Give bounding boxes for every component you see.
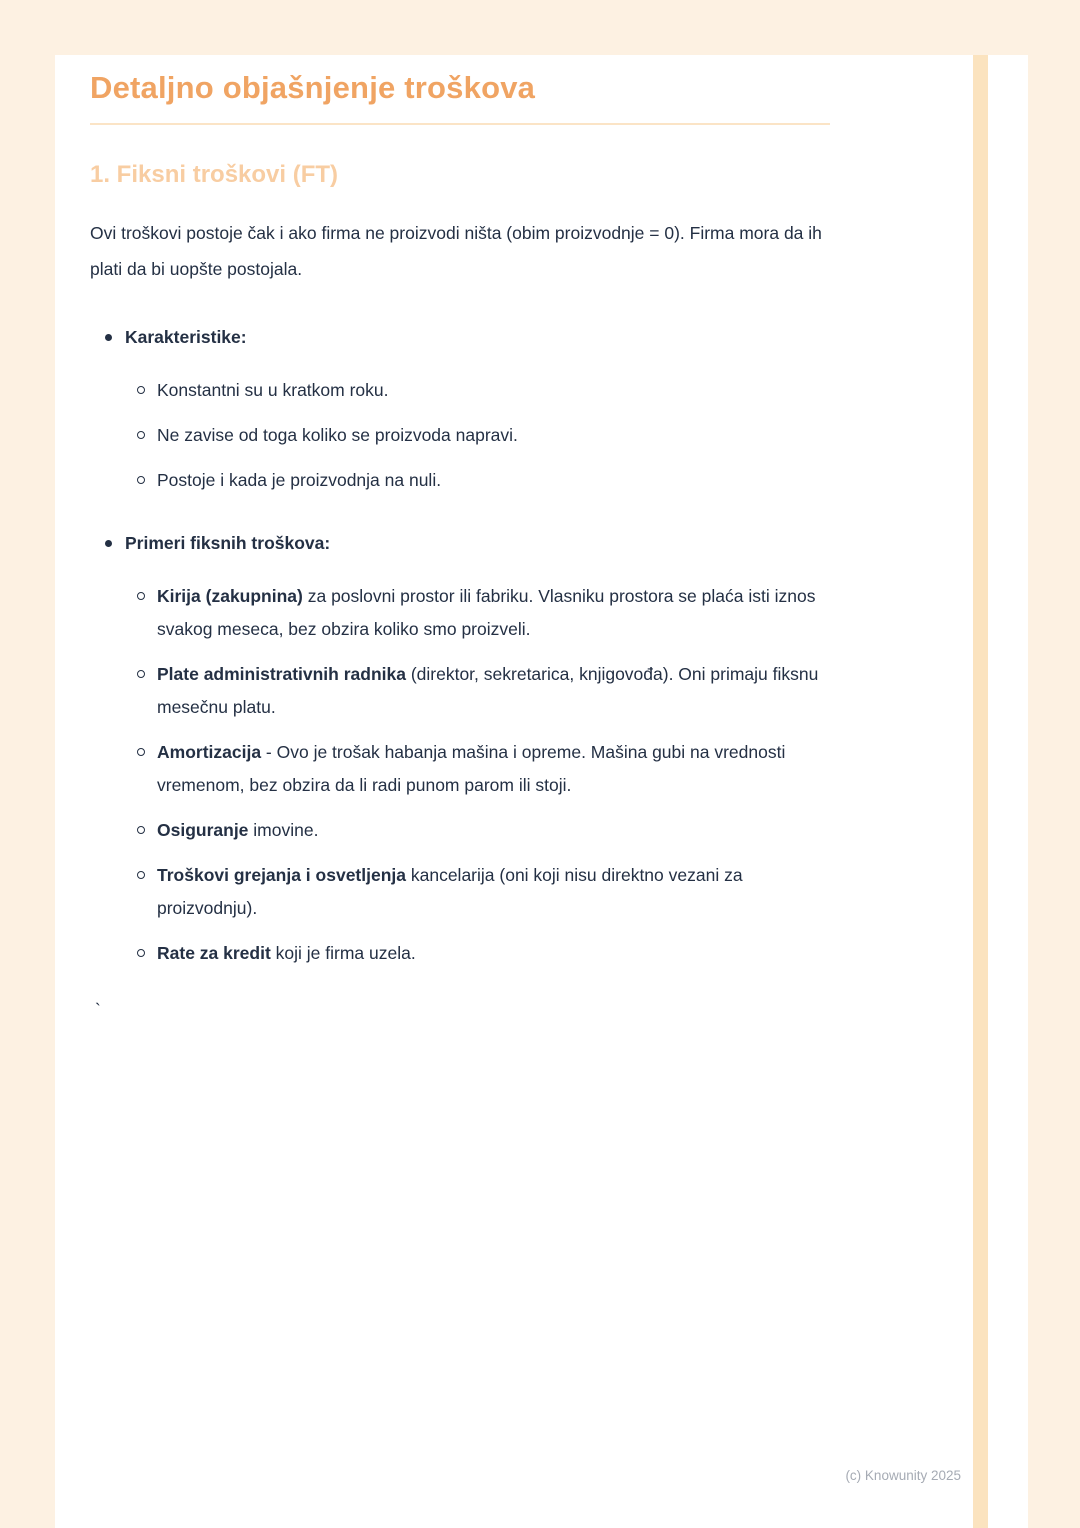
sub-list-item xyxy=(157,736,830,802)
list-item-primeri xyxy=(125,527,830,970)
sub-list-karakteristike xyxy=(125,374,830,497)
term-description: imovine. xyxy=(248,820,319,840)
sub-list-item: Konstantni su u kratkom roku. xyxy=(157,374,830,407)
term: Amortizacija xyxy=(157,742,262,762)
term: Rate za kredit xyxy=(157,943,271,963)
sub-list-item: Ne zavise od toga koliko se proizvoda napravi. xyxy=(157,419,830,452)
term: Plate administrativnih radnika xyxy=(157,664,406,684)
list-item-label: Primeri fiksnih troškova: xyxy=(125,533,331,553)
term-description: za poslovni prostor ili fabriku. Vlasniku prostora se plaća isti iznos svakog meseca, bez obzira koliko smo proizveli. xyxy=(157,586,816,639)
sub-list-item xyxy=(157,814,830,847)
intro-paragraph: Ovi troškovi postoje čak i ako firma ne proizvodi ništa (obim proizvodnje = 0). Firma mora da ih plati da bi uopšte postojala. xyxy=(90,223,822,279)
sub-list-item xyxy=(157,937,830,970)
main-list xyxy=(90,321,830,970)
term-description: - Ovo je trošak habanja mašina i opreme. Mašina gubi na vrednosti vremenom, bez obzira da li radi punom parom ili stoji. xyxy=(157,742,786,795)
sub-list-item xyxy=(157,580,830,646)
term-description: koji je firma uzela. xyxy=(270,943,416,963)
sub-list-item xyxy=(157,658,830,724)
sub-list-primeri xyxy=(125,580,830,970)
right-accent-stripe xyxy=(973,55,988,1528)
stray-backtick: ` xyxy=(95,1000,101,1020)
document-page xyxy=(55,55,1028,1528)
term: Kirija (zakupnina) xyxy=(157,586,303,606)
page-title: Detaljno objašnjenje troškova xyxy=(90,70,536,105)
term: Troškovi grejanja i osvetljenja xyxy=(157,865,406,885)
term-description: (direktor, sekretarica, knjigovođa). Oni primaju fiksnu mesečnu platu. xyxy=(157,664,819,717)
list-item-label: Karakteristike: xyxy=(125,327,247,347)
list-item-karakteristike xyxy=(125,321,830,497)
title-divider xyxy=(90,123,830,125)
sub-list-item: Postoje i kada je proizvodnja na nuli. xyxy=(157,464,830,497)
term-description: kancelarija (oni koji nisu direktno vezani za proizvodnju). xyxy=(157,865,743,918)
section-heading: 1. Fiksni troškovi (FT) xyxy=(90,161,339,188)
footer-credit: (c) Knowunity 2025 xyxy=(845,1468,961,1483)
document-content xyxy=(55,55,830,1021)
sub-list-item xyxy=(157,859,830,925)
term: Osiguranje xyxy=(157,820,249,840)
